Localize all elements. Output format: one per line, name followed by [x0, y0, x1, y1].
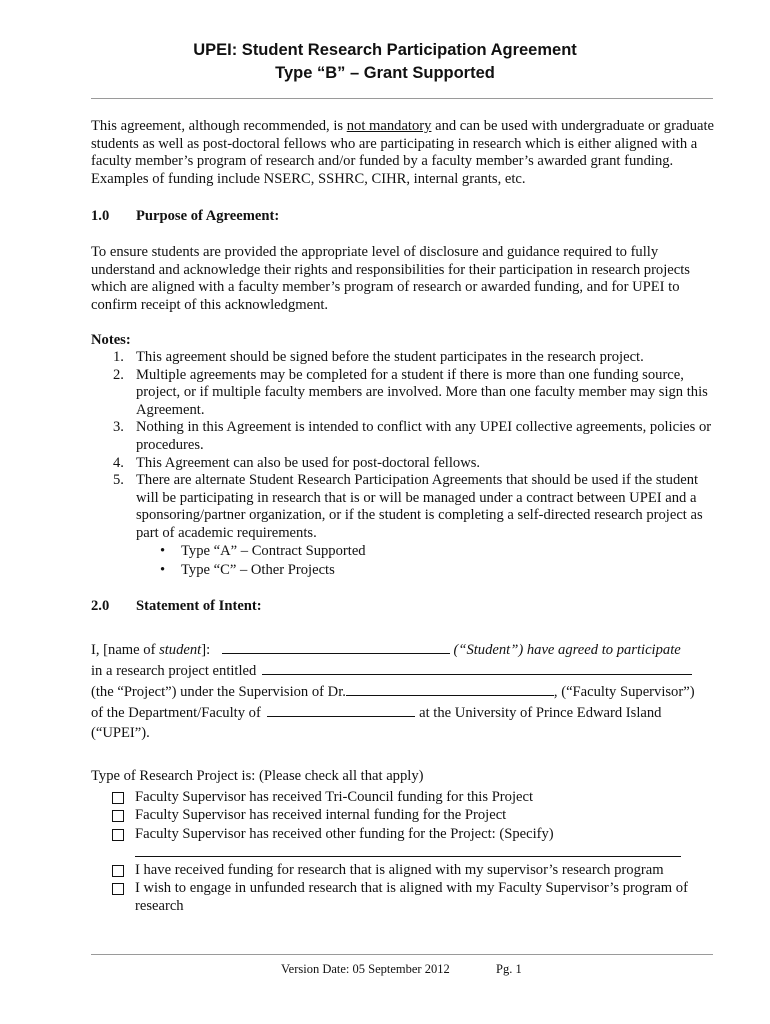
bullet-icon: •: [160, 543, 166, 559]
header-divider: [91, 98, 713, 99]
option-tri-council: Faculty Supervisor has received Tri-Council funding for this Project: [112, 789, 722, 807]
document-subtitle: Type “B” – Grant Supported: [275, 64, 495, 82]
document-title: UPEI: Student Research Participation Agreement: [193, 41, 577, 59]
statement-line-1: I, [name of student]: (“Student”) have agreed to participate: [91, 642, 681, 658]
project-type-prompt: Type of Research Project is: (Please check all that apply): [91, 768, 424, 784]
statement-line-5: (“UPEI”).: [91, 725, 150, 741]
bullet-item: • Type “A” – Contract Supported: [160, 543, 366, 559]
bullet-icon: •: [160, 561, 166, 578]
department-field[interactable]: [267, 703, 415, 717]
statement-line-2: in a research project entitled: [91, 661, 692, 680]
checkbox[interactable]: [112, 792, 124, 804]
bullet-item: • Type “C” – Other Projects: [160, 561, 335, 578]
note-item: 1. This agreement should be signed before the student participates in the research project.: [113, 349, 644, 365]
alternate-agreements-list: [160, 542, 366, 579]
statement-line-3: (the “Project”) under the Supervision of Dr. , (“Faculty Supervisor”): [91, 684, 695, 700]
version-date: Version Date: 05 September 2012: [281, 962, 450, 976]
checkbox[interactable]: [112, 810, 124, 822]
note-item: 4. This Agreement can also be used for post-doctoral fellows.: [113, 454, 481, 471]
option-student-funding: I have received funding for research that is aligned with my supervisor’s research program: [112, 862, 722, 880]
student-name-field[interactable]: [222, 640, 450, 654]
not-mandatory-text: not mandatory: [346, 118, 432, 134]
note-item: 5. There are alternate Student Research Participation Agreements that should be used if the student will be participating in research that is or will be managed under a contract between UPEI and a sponsoring/partner organization, or if the student is completing a self-directed research project as part of academic requirements.: [113, 472, 703, 541]
note-item: 2. Multiple agreements may be completed for a student if there is more than one funding source, project, or if multiple faculty members are involved. More than one faculty member may sign this Agreement.: [113, 366, 708, 418]
specify-field[interactable]: [135, 856, 681, 857]
section-1-heading: 1.0 Purpose of Agreement:: [91, 208, 280, 224]
option-unfunded-research: I wish to engage in unfunded research that is aligned with my Faculty Supervisor’s program of research: [112, 880, 712, 915]
page-number: Pg. 1: [496, 962, 522, 976]
notes-list: [113, 349, 723, 543]
option-internal-funding: Faculty Supervisor has received internal funding for the Project: [112, 807, 722, 825]
footer-divider: [91, 954, 713, 955]
supervisor-name-field[interactable]: [346, 682, 554, 696]
checkbox[interactable]: [112, 883, 124, 895]
checkbox[interactable]: [112, 865, 124, 877]
note-item: 3. Nothing in this Agreement is intended to conflict with any UPEI collective agreements, policies or procedures.: [113, 419, 712, 453]
intro-paragraph: This agreement, although recommended, is not mandatory and can be used with undergraduate or graduate students as well as post-doctoral fellows who are participating in research which is either aligned with a faculty member’s program of research and/or funded by a faculty member’s awarded grant funding. Examples of funding include NSERC, SSHRC, CIHR, internal grants, etc.: [91, 118, 715, 187]
purpose-paragraph: To ensure students are provided the appropriate level of disclosure and guidance required to fully understand and acknowledge their rights and responsibilities for their participation in research projects which are aligned with a faculty member’s program of research or awarded funding, and for UPEI to confirm receipt of this acknowledgment.: [91, 244, 690, 313]
statement-line-4: of the Department/Faculty of at the University of Prince Edward Island: [91, 705, 662, 721]
option-other-funding: Faculty Supervisor has received other funding for the Project: (Specify): [112, 826, 722, 844]
checkbox[interactable]: [112, 829, 124, 841]
section-2-heading: 2.0 Statement of Intent:: [91, 598, 262, 614]
notes-title: Notes:: [91, 332, 131, 348]
project-title-field[interactable]: [262, 661, 692, 675]
